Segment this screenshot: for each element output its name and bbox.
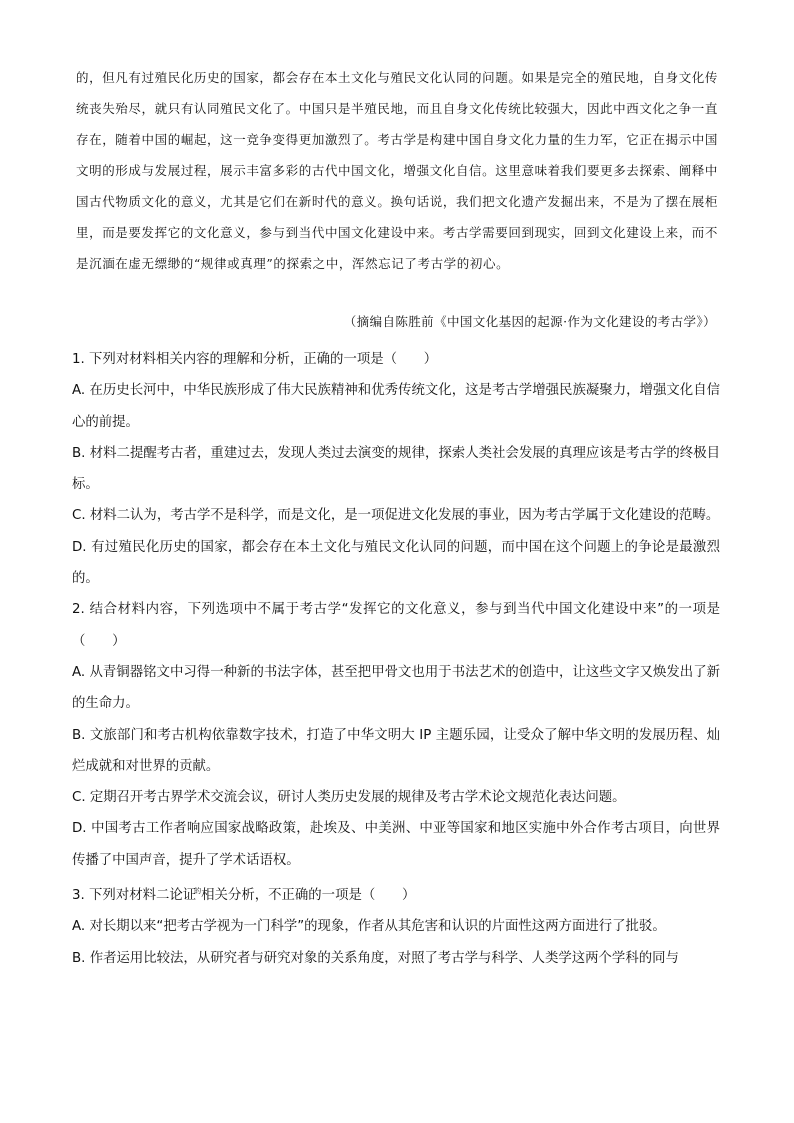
passage-source: （摘编自陈胜前《中国文化基因的起源·作为文化建设的考古学》） [343, 314, 716, 329]
option-c: C. 材料二认为，考古学不是科学，而是文化，是一项促进文化发展的事业，因为考古学属于文化建设的范畴。 [72, 508, 720, 524]
option-a: A. 对长期以来“把考古学视为一门科学”的现象，作者从其危害和认识的片面性这两方面进行了批驳。 [72, 919, 666, 935]
question-3 [72, 876, 720, 974]
stem-end: 相关分析，不正确的一项是（ ） [201, 888, 416, 904]
question-list [72, 344, 720, 974]
option-b: B. 文旅部门和考古机构依靠数字技术，打造了中华文明大 IP 主题乐园，让受众了解中华文明的发展历程、灿烂成就和对世界的贡献。 [72, 727, 720, 774]
option-d: D. 有过殖民化历史的国家，都会存在本土文化与殖民文化认同的问题，而中国在这个问题上的争论是最激烈的。 [72, 539, 720, 587]
option-b: B. 材料二提醒考古者，重建过去，发现人类过去演变的规律，探索人类社会发展的真理应该是考古学的终极目标。 [72, 445, 720, 493]
question-stem [72, 876, 720, 911]
question-2 [72, 594, 720, 876]
option-a: A. 从青铜器铭文中习得一种新的书法字体，甚至把甲骨文也用于书法艺术的创造中，让这些文字又焕发出了新的生命力。 [72, 664, 720, 712]
question-1 [72, 344, 720, 594]
option-a: A. 在历史长河中，中华民族形成了伟大民族精神和优秀传统文化，这是考古学增强民族凝聚力，增强文化自信心的前提。 [72, 383, 720, 430]
stem-start: 3. 下列对材料二论证 [72, 888, 197, 904]
passage-paragraph: 的，但凡有过殖民化历史的国家，都会存在本土文化与殖民文化认同的问题。如果是完全的殖民地，自身文化传统丧失殆尽，就只有认同殖民文化了。中国只是半殖民地，而且自身文化传统比较强大，因此中西文化之争一直存在，随着中国的崛起，这一竞争变得更加激烈了。考古学是构建中国自身文化力量的生力军，它正在揭示中国文明的形成与发展过程，展示丰富多彩的古代中国文化，增强文化自信。这里意味着我们要更多去探索、阐释中国古代物质文化的意义，尤其是它们在新时代的意义。换句话说，我们把文化遗产发掘出来，不是为了摆在展柜里，而是要发挥它的文化意义，参与到当代中国文化建设中来。考古学需要回到现实，回到文化建设上来，而不是沉湎在虚无缥缈的“规律或真理”的探索之中，浑然忘记了考古学的初心。 [76, 70, 718, 271]
option-c: C. 定期召开考古界学术交流会议，研讨人类历史发展的规律及考古学术论文规范化表达问题。 [72, 790, 626, 806]
stem-superscript-char: 的 [194, 887, 202, 896]
option-d: D. 中国考古工作者响应国家战略政策，赴埃及、中美洲、中亚等国家和地区实施中外合作考古项目，向世界传播了中国声音，提升了学术话语权。 [72, 821, 720, 868]
reading-passage [76, 62, 718, 279]
question-stem: 1. 下列对材料相关内容的理解和分析，正确的一项是（ ） [72, 352, 438, 367]
option-b: B. 作者运用比较法，从研究者与研究对象的关系角度，对照了考古学与科学、人类学这两个学科的同与 [72, 950, 679, 966]
question-stem: 2. 结合材料内容，下列选项中不属于考古学“发挥它的文化意义，参与到当代中国文化建设中来”的一项是（ ） [72, 602, 720, 649]
